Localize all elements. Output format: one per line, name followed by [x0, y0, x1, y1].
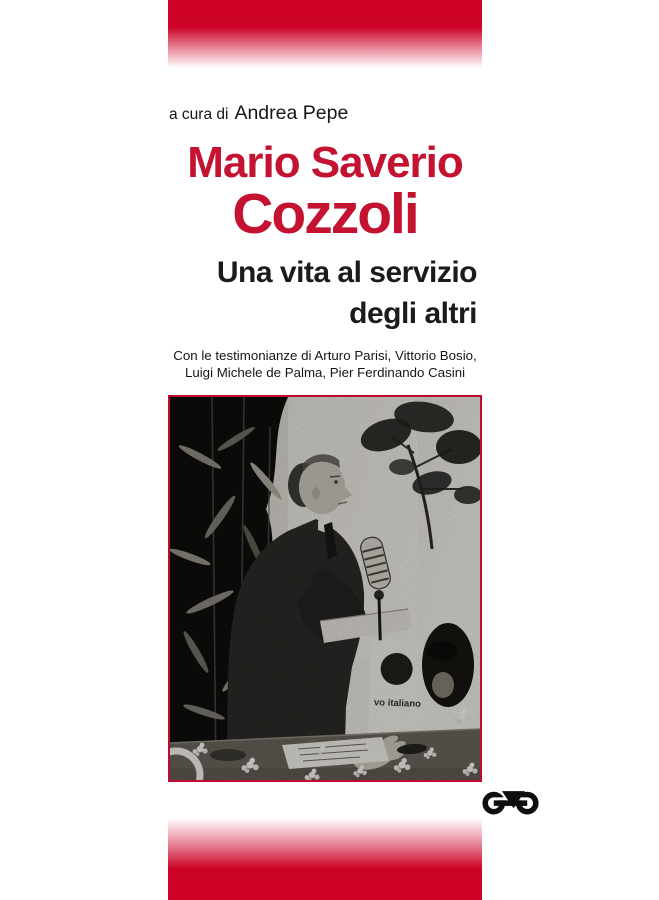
- editor-prefix: a cura di: [169, 106, 229, 123]
- publisher-logo-ave: [482, 786, 539, 816]
- bottom-gradient-band: [168, 818, 482, 900]
- subtitle-line1: Una vita al servizio: [216, 256, 477, 289]
- editor-credit: [169, 102, 348, 125]
- title-surname: Cozzoli: [232, 182, 418, 246]
- subtitle: [148, 252, 477, 334]
- subtitle-line2: degli altri: [349, 297, 477, 330]
- cover-photo: [168, 395, 482, 782]
- ave-logo-glyphs: [485, 791, 536, 812]
- testimonials-line2: Luigi Michele de Palma, Pier Ferdinando Casini: [184, 364, 466, 380]
- top-gradient-band: [168, 0, 482, 68]
- testimonials-line1: Con le testimonianze di Arturo Parisi, Vittorio Bosio,: [173, 348, 477, 363]
- testimonials: [153, 348, 497, 382]
- title-first-names: Mario Saverio: [187, 138, 463, 187]
- photo-sign-text: vo italiano: [373, 697, 422, 710]
- cover-photo-illustration: [170, 397, 480, 780]
- editor-name: Andrea Pepe: [234, 102, 349, 124]
